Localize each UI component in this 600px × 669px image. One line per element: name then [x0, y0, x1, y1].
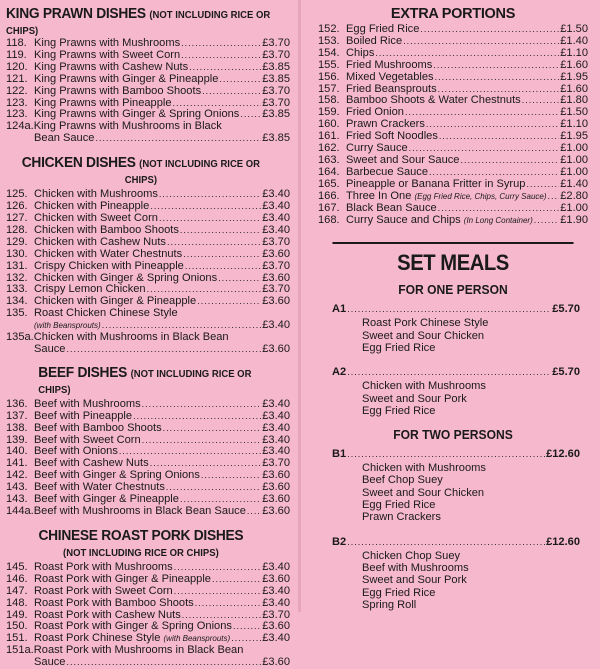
meal-item: Egg Fried Rice: [362, 404, 436, 417]
meal-item: Chicken with Mushrooms: [362, 462, 486, 475]
menu-item: 137. Beef with Pineapple ..... £3.40: [6, 411, 290, 423]
menu-item: 159. Fried Onion ..... £1.50: [318, 107, 588, 119]
king-prawn-section: [6, 6, 290, 145]
menu-item: 131. Crispy Chicken with Pineapple ..... £3.70: [6, 261, 290, 273]
menu-item: 123. King Prawns with Pineapple ..... £3.70: [6, 98, 290, 110]
right-column: [318, 0, 588, 611]
menu-item: Bean Sauce ..... £3.85: [6, 133, 290, 145]
menu-item: 135a.Chicken with Mushrooms in Black Bean: [6, 331, 229, 344]
menu-item: 122. King Prawns with Bamboo Shoots ..... £3.70: [6, 86, 290, 98]
menu-item: 151. Roast Pork Chinese Style (with Beansprouts) ..... £3.40: [6, 633, 290, 645]
meal-item: Egg Fried Rice: [362, 586, 436, 599]
menu-item: 148. Roast Pork with Bamboo Shoots ..... £3.40: [6, 598, 290, 610]
menu-item: 119. King Prawns with Sweet Corn ..... £3.70: [6, 50, 290, 62]
menu-item: Sauce ..... £3.60: [6, 344, 290, 356]
menu-item: 141. Beef with Cashew Nuts ..... £3.70: [6, 458, 290, 470]
menu-item: 138. Beef with Bamboo Shoots ..... £3.40: [6, 423, 290, 435]
menu-item: 154. Chips ..... £1.10: [318, 48, 588, 60]
meal-code: B2: [332, 535, 347, 548]
menu-item: 152. Egg Fried Rice ..... £1.50: [318, 24, 588, 36]
meal-item: Prawn Crackers: [362, 511, 441, 524]
chicken-section: [6, 155, 290, 356]
left-column: [6, 0, 290, 669]
menu-item: Sauce ..... £3.60: [6, 657, 290, 669]
beef-section: [6, 365, 290, 518]
meal-item: Beef Chop Suey: [362, 474, 443, 487]
menu-item: 135. Roast Chicken Chinese Style: [6, 307, 178, 320]
menu-item: 167. Black Bean Sauce ..... £1.00: [318, 203, 588, 215]
menu-item: 147. Roast Pork with Sweet Corn ..... £3.40: [6, 586, 290, 598]
two-persons-heading: FOR TWO PERSONS: [393, 427, 513, 443]
menu-item: 136. Beef with Mushrooms ..... £3.40: [6, 399, 290, 411]
king-prawn-list: [6, 38, 290, 145]
extra-portions-heading: EXTRA PORTIONS: [390, 6, 516, 22]
meal-code: A2: [332, 366, 347, 379]
menu-item: 140. Beef with Onions ..... £3.40: [6, 446, 290, 458]
set-meal-a2: [318, 366, 588, 417]
menu-item: 165. Pineapple or Banana Fritter in Syrup ..... £1.40: [318, 179, 588, 191]
pork-heading-note: (NOT INCLUDING RICE OR CHIPS): [63, 547, 219, 559]
meal-item: Spring Roll: [362, 598, 417, 611]
menu-item: 129. Chicken with Cashew Nuts ..... £3.70: [6, 237, 290, 249]
meal-code: B1: [332, 448, 347, 461]
meal-item: Beef with Mushrooms: [362, 561, 469, 574]
menu-item: 164. Barbecue Sauce ..... £1.00: [318, 167, 588, 179]
menu-item: 123. King Prawns with Ginger & Spring Onions ..... £3.85: [6, 109, 290, 121]
menu-item: 144a.Beef with Mushrooms in Black Bean Sauce ..... £3.60: [6, 506, 290, 518]
menu-item: 163. Sweet and Sour Sauce ..... £1.00: [318, 155, 588, 167]
menu-item: 120. King Prawns with Cashew Nuts ..... £3.85: [6, 62, 290, 74]
menu-item: 149. Roast Pork with Cashew Nuts ..... £3.70: [6, 610, 290, 622]
meal-item: Sweet and Sour Chicken: [362, 329, 485, 342]
meal-item: Chicken Chop Suey: [362, 549, 461, 562]
menu-item: 166. Three In One (Egg Fried Rice, Chips, Curry Sauce) ..... £2.80: [318, 191, 588, 203]
meal-price: £12.60: [546, 448, 580, 461]
menu-item: 127. Chicken with Sweet Corn ..... £3.40: [6, 213, 290, 225]
meal-item: Sweet and Sour Chicken: [362, 486, 485, 499]
meal-price: £5.70: [552, 366, 580, 379]
menu-item: 121. King Prawns with Ginger & Pineapple ..... £3.85: [6, 74, 290, 86]
menu-item: 133. Crispy Lemon Chicken ..... £3.70: [6, 284, 290, 296]
menu-item: 157. Fried Beansprouts ..... £1.60: [318, 84, 588, 96]
menu-item: 143. Beef with Ginger & Pineapple ..... £3.60: [6, 494, 290, 506]
meal-item: Sweet and Sour Pork: [362, 392, 467, 405]
menu-item: 151a.Roast Pork with Mushrooms in Black Bean: [6, 644, 244, 657]
menu-item: 156. Mixed Vegetables ..... £1.95: [318, 72, 588, 84]
menu-item: 124a.King Prawns with Mushrooms in Black: [6, 120, 222, 133]
menu-item: 118. King Prawns with Mushrooms ..... £3.70: [6, 38, 290, 50]
menu-item: 155. Fried Mushrooms ..... £1.60: [318, 60, 588, 72]
menu-item: 146. Roast Pork with Ginger & Pineapple ..... £3.60: [6, 574, 290, 586]
menu-item: 139. Beef with Sweet Corn ..... £3.40: [6, 435, 290, 447]
meal-code: A1: [332, 303, 347, 316]
menu-item: 126. Chicken with Pineapple ..... £3.40: [6, 201, 290, 213]
menu-item: 125. Chicken with Mushrooms ..... £3.40: [6, 189, 290, 201]
pork-section: [6, 528, 290, 669]
meal-price: £12.60: [546, 535, 580, 548]
menu-item: 161. Fried Soft Noodles ..... £1.95: [318, 131, 588, 143]
meal-item: Roast Pork Chinese Style: [362, 317, 489, 330]
menu-item: 142. Beef with Ginger & Spring Onions ..... £3.60: [6, 470, 290, 482]
set-meals-section: [318, 242, 588, 611]
set-meal-a1: [318, 303, 588, 354]
pork-heading: CHINESE ROAST PORK DISHES: [38, 527, 244, 544]
chicken-heading: CHICKEN DISHES (NOT INCLUDING RICE OR CHIPS): [21, 155, 261, 187]
set-meals-heading: SET MEALS: [332, 242, 573, 276]
meal-item: Egg Fried Rice: [362, 499, 436, 512]
menu-item: (with Beansprouts) ..... £3.40: [6, 320, 290, 332]
king-prawn-heading: KING PRAWN DISHES (NOT INCLUDING RICE OR CHIPS): [6, 6, 271, 37]
menu-item: 168. Curry Sauce and Chips (In Long Container) ..... £1.90: [318, 215, 588, 227]
menu-item: 132. Chicken with Ginger & Spring Onions ..... £3.60: [6, 273, 290, 285]
menu-item: 143. Beef with Water Chestnuts ..... £3.60: [6, 482, 290, 494]
menu-item: 158. Bamboo Shoots & Water Chestnuts ..... £1.80: [318, 95, 588, 107]
meal-item: Egg Fried Rice: [362, 342, 436, 354]
one-person-heading: FOR ONE PERSON: [398, 282, 508, 298]
page-fold: [298, 0, 301, 612]
menu-item: 150. Roast Pork with Ginger & Spring Onions ..... £3.60: [6, 621, 290, 633]
extra-portions-section: [318, 6, 588, 226]
menu-item: 128. Chicken with Bamboo Shoots ..... £3.40: [6, 225, 290, 237]
menu-item: 160. Prawn Crackers ..... £1.10: [318, 119, 588, 131]
menu-item: 130. Chicken with Water Chestnuts ..... £3.60: [6, 249, 290, 261]
menu-item: 153. Boiled Rice ..... £1.40: [318, 36, 588, 48]
meal-item: Sweet and Sour Pork: [362, 574, 467, 587]
set-meal-b1: [318, 448, 588, 523]
beef-heading: BEEF DISHES (NOT INCLUDING RICE OR CHIPS): [38, 364, 252, 396]
menu-item: 162. Curry Sauce ..... £1.00: [318, 143, 588, 155]
meal-item: Chicken with Mushrooms: [362, 380, 486, 393]
menu-item: 145. Roast Pork with Mushrooms ..... £3.40: [6, 562, 290, 574]
set-meal-b2: [318, 536, 588, 611]
meal-price: £5.70: [552, 303, 580, 316]
menu-item: 134. Chicken with Ginger & Pineapple ..... £3.60: [6, 296, 290, 308]
